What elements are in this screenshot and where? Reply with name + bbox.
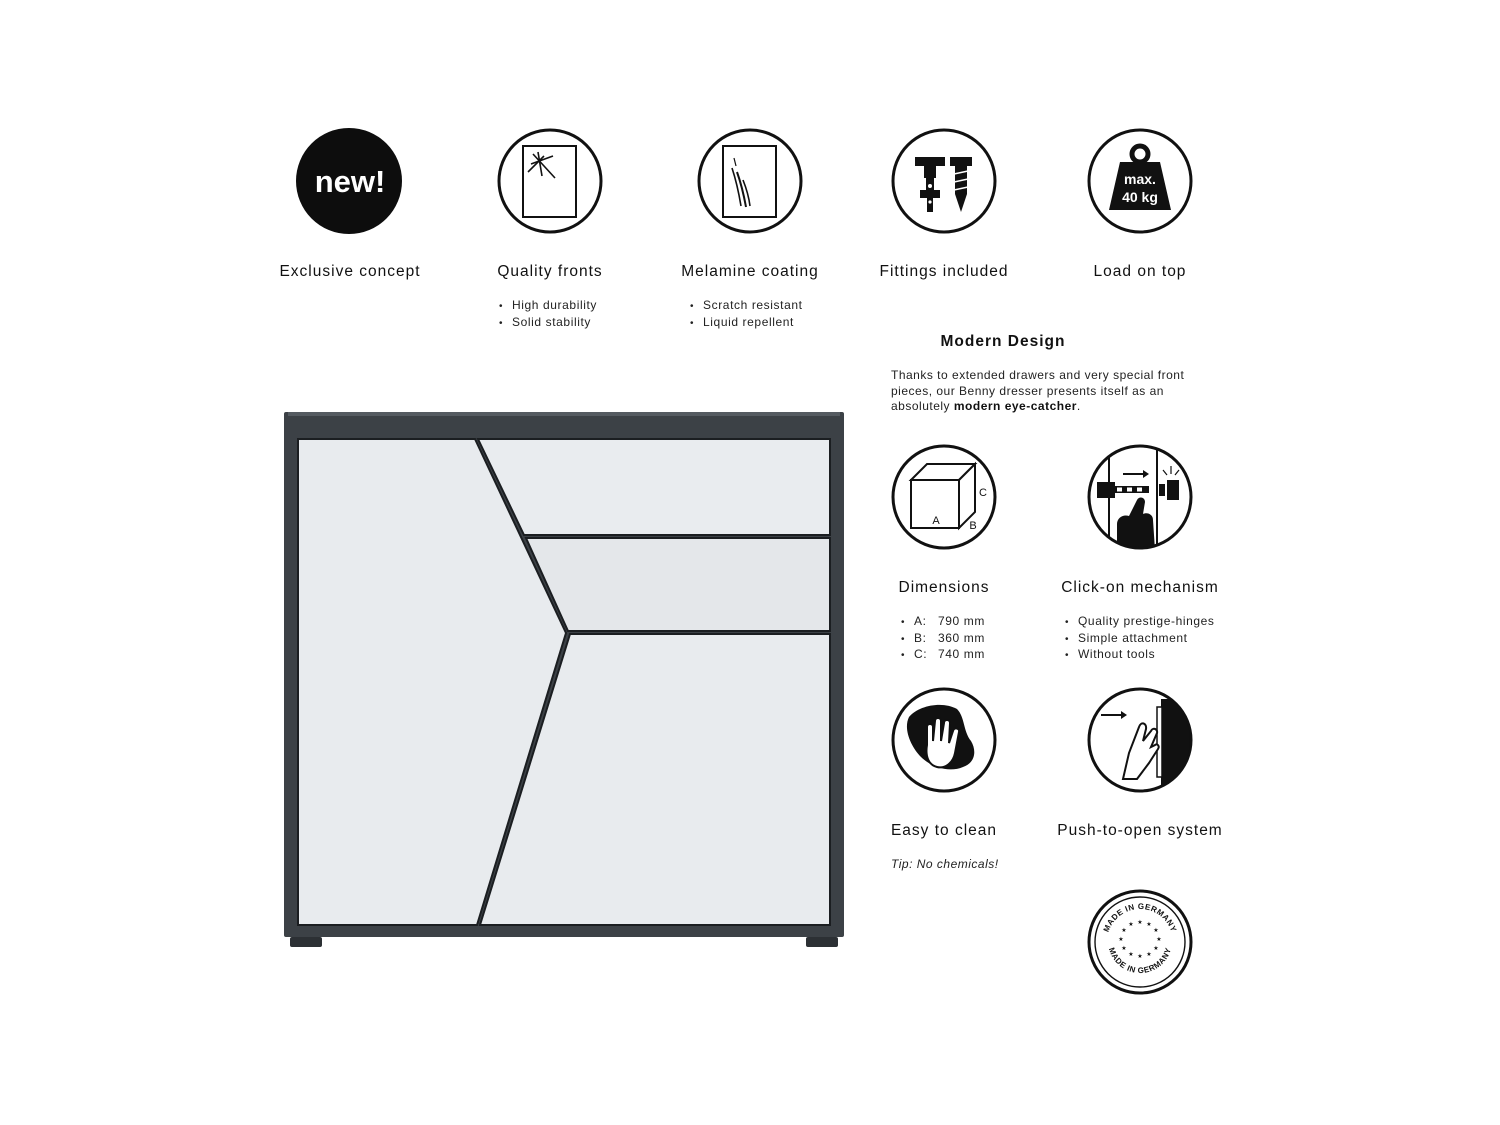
feature-title-fittings: Fittings included: [879, 263, 1009, 280]
list-item: [901, 614, 985, 631]
svg-text:★: ★: [1156, 936, 1162, 943]
fronts-bullets: [499, 298, 597, 331]
svg-text:★: ★: [1137, 919, 1143, 926]
middle-drawer-front: [526, 538, 830, 631]
dim-label-c: C: [979, 487, 987, 499]
svg-text:★: ★: [1153, 945, 1159, 952]
dresser-foot-left: [290, 937, 322, 947]
feature-title-fronts: Quality fronts: [497, 263, 603, 280]
svg-text:★: ★: [1121, 927, 1127, 934]
new-badge-icon: [296, 128, 402, 234]
svg-text:★: ★: [1118, 936, 1124, 943]
modern-design-end: .: [1076, 399, 1081, 413]
weight-text-kg: 40 kg: [1122, 189, 1158, 205]
dim-value: 790 mm: [938, 614, 985, 628]
click-on-bullets: [1065, 614, 1215, 664]
list-item: • High durability: [499, 298, 597, 315]
easy-clean-title: Easy to clean: [890, 822, 998, 839]
seal-text-top: MADE IN GERMANY: [1101, 901, 1179, 934]
list-item: • Liquid repellent: [690, 315, 803, 332]
fittings-icon: [891, 128, 997, 234]
dim-value: 740 mm: [938, 647, 985, 661]
list-item: • Solid stability: [499, 315, 597, 332]
list-item: [901, 647, 985, 664]
feature-title-exclusive: Exclusive concept: [279, 263, 421, 280]
list-item: • Simple attachment: [1065, 631, 1215, 648]
dim-key: A:: [914, 614, 927, 628]
top-drawer-front: [478, 439, 830, 535]
weight-text-max: max.: [1124, 171, 1156, 187]
dimensions-list: [901, 614, 985, 664]
svg-text:★: ★: [1128, 951, 1134, 958]
new-badge-text: new!: [314, 164, 386, 199]
hinge-click-icon: [1087, 444, 1193, 550]
list-item: [901, 631, 985, 648]
push-to-open-icon: [1087, 687, 1193, 793]
easy-clean-tip: Tip: No chemicals!: [891, 857, 999, 871]
dim-value: 360 mm: [938, 630, 985, 645]
svg-text:★: ★: [1121, 945, 1127, 952]
modern-design-title: Modern Design: [940, 333, 1066, 350]
dim-key: C:: [914, 647, 928, 661]
feature-title-melamine: Melamine coating: [681, 263, 819, 280]
cleaning-cloth-icon: [891, 687, 997, 793]
feature-title-load: Load on top: [1093, 263, 1187, 280]
modern-design-body: Thanks to extended drawers and very special front pieces, our Benny dresser presents itself as an absolutely: [891, 368, 1185, 413]
svg-text:★: ★: [1146, 951, 1152, 958]
quality-fronts-icon: [497, 128, 603, 234]
melamine-bullets: [690, 298, 803, 331]
dresser-foot-right: [806, 937, 838, 947]
svg-text:★: ★: [1153, 927, 1159, 934]
dresser-illustration: [280, 408, 850, 952]
svg-text:★: ★: [1137, 953, 1143, 960]
dim-key: B:: [914, 630, 927, 645]
svg-text:★: ★: [1128, 921, 1134, 928]
svg-text:★: ★: [1146, 921, 1152, 928]
made-in-germany-seal-icon: [1087, 889, 1193, 995]
modern-design-text: [891, 368, 1201, 415]
list-item: • Quality prestige-hinges: [1065, 614, 1215, 631]
seal-text-bottom: MADE IN GERMANY: [1106, 946, 1174, 976]
dim-label-b: B: [969, 520, 977, 532]
dimensions-title: Dimensions: [898, 579, 990, 596]
list-item: • Without tools: [1065, 647, 1215, 664]
push-open-title: Push-to-open system: [1057, 822, 1223, 839]
scratch-panel-icon: [697, 128, 803, 234]
dimensions-cube-icon: [891, 444, 997, 550]
dim-label-a: A: [932, 515, 940, 527]
modern-design-emphasis: modern eye-catcher: [953, 399, 1077, 413]
click-on-title: Click-on mechanism: [1061, 579, 1219, 596]
weight-icon: [1087, 128, 1193, 234]
list-item: • Scratch resistant: [690, 298, 803, 315]
